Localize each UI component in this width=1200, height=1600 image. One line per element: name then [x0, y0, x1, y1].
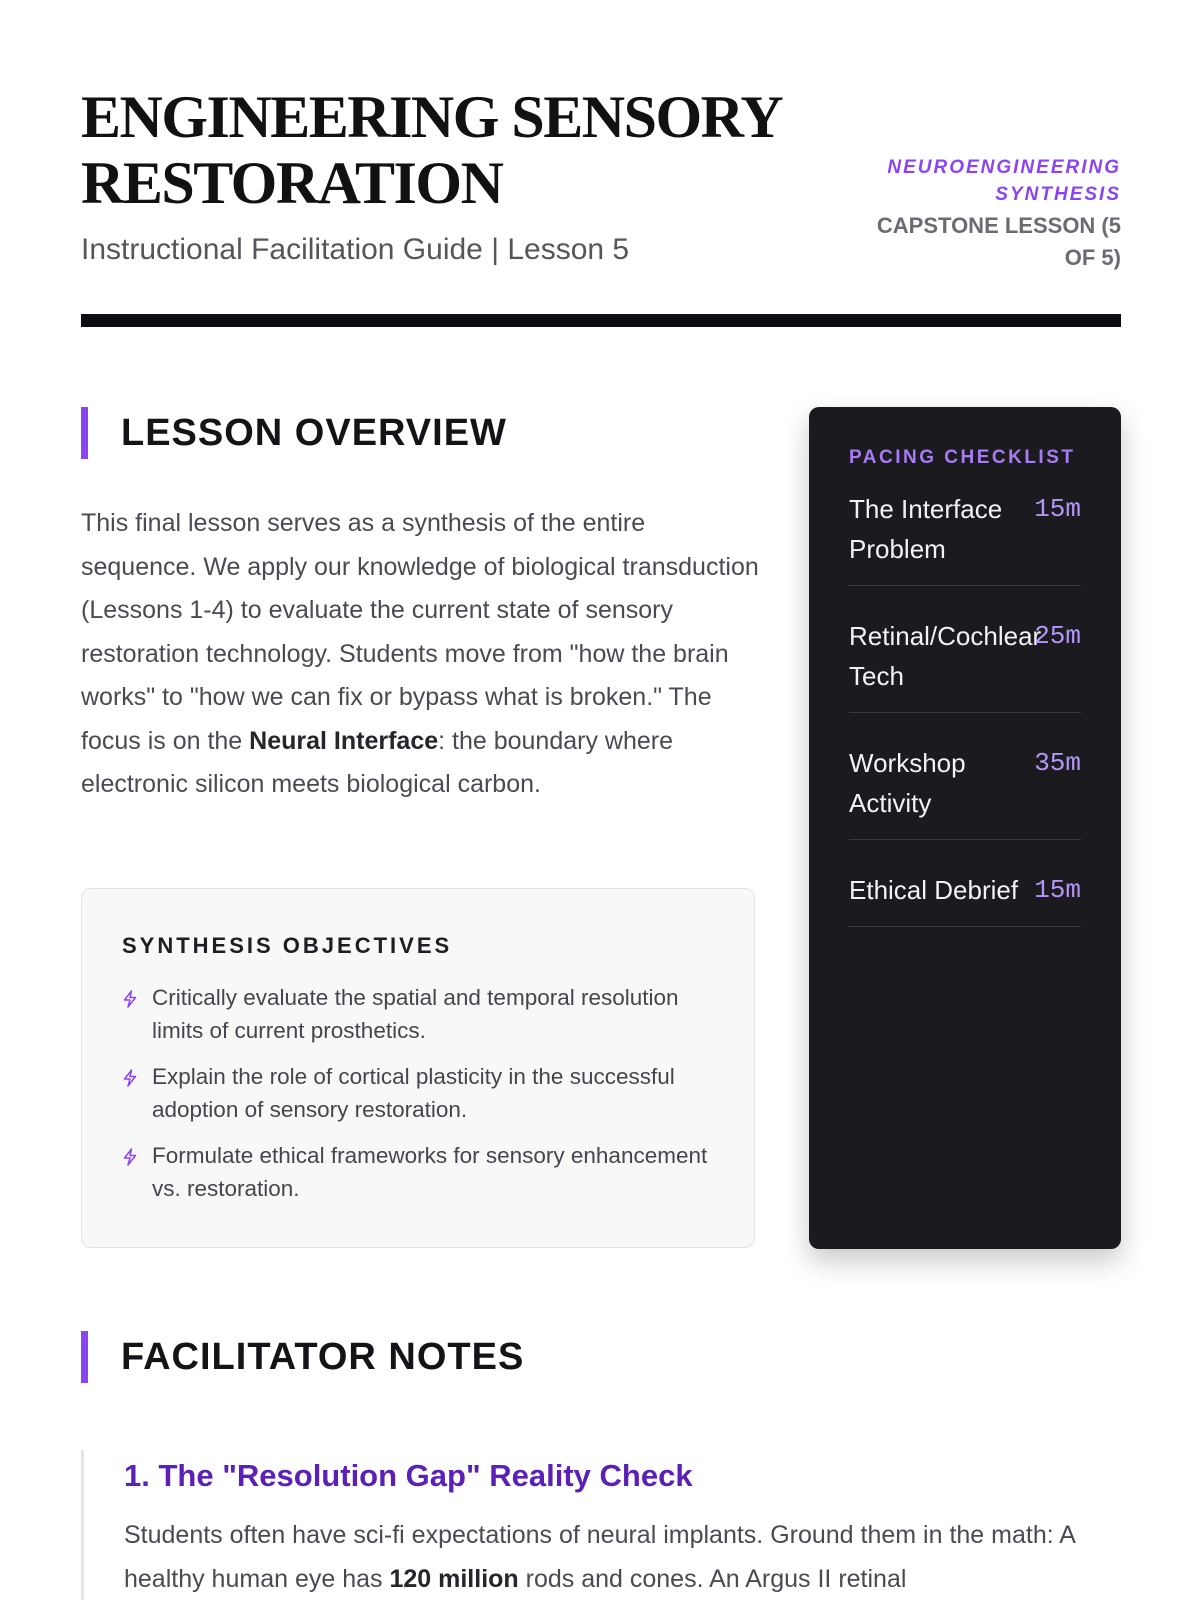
pacing-item-time: 35m: [1034, 748, 1081, 778]
lightning-icon: [122, 1148, 138, 1166]
pacing-item-time: 15m: [1034, 494, 1081, 524]
overview-paragraph: [81, 502, 761, 807]
pacing-item: [849, 862, 1081, 927]
pacing-item-time: 15m: [1034, 875, 1081, 905]
note-text-lead: Students often have sci-fi expectations of neural implants. Ground them in the math: A healthy human eye has: [124, 1521, 1075, 1593]
pacing-item: [849, 735, 1081, 840]
objective-item: [122, 981, 714, 1047]
pacing-item-label: The Interface Problem: [849, 494, 1003, 564]
facilitator-notes-heading-text: FACILITATOR NOTES: [121, 1335, 525, 1378]
document-title: ENGINEERING SENSORY RESTORATION: [81, 84, 780, 216]
pacing-item-time: 25m: [1034, 621, 1081, 651]
course-tag: NEUROENGINEERING SYNTHESIS: [887, 157, 1121, 205]
lightning-icon: [122, 1069, 138, 1087]
lightning-icon: [122, 990, 138, 1008]
pacing-item: [849, 608, 1081, 713]
objectives-list: [122, 981, 714, 1205]
note-paragraph: [124, 1514, 1124, 1600]
objectives-heading: SYNTHESIS OBJECTIVES: [122, 933, 453, 958]
pacing-item: [849, 481, 1081, 586]
objective-text: Formulate ethical frameworks for sensory enhancement vs. restoration.: [152, 1143, 708, 1201]
facilitator-note: [81, 1450, 1121, 1600]
facilitator-notes-heading: [81, 1331, 524, 1383]
overview-heading: [81, 407, 507, 459]
objective-text: Explain the role of cortical plasticity in the successful adoption of sensory restoration.: [152, 1064, 675, 1122]
pacing-item-label: Ethical Debrief: [849, 875, 1019, 905]
lesson-position: CAPSTONE LESSON (5 OF 5): [876, 213, 1121, 270]
overview-text-lead: This final lesson serves as a synthesis of the entire sequence. We apply our knowledge of biological transduction (Lessons 1-4) to evaluate the current state of sensory restoration technology. Students move from "how the brain works" to "how we can fix or bypass what is broken." The focus is on the: [81, 509, 759, 755]
lesson-meta: [841, 154, 1121, 274]
document-page: [81, 0, 1121, 1600]
note-text-tail: rods and cones. An Argus II retinal: [518, 1564, 907, 1593]
objectives-card: [81, 888, 755, 1248]
pacing-heading: PACING CHECKLIST: [849, 447, 1076, 468]
note-text-emphasis: 120 million: [389, 1564, 519, 1593]
pacing-checklist-card: [809, 407, 1121, 1249]
overview-text-tail: : the boundary where electronic silicon meets biological carbon.: [81, 726, 674, 798]
objective-item: [122, 1060, 714, 1126]
pacing-item-label: Workshop Activity: [849, 748, 966, 818]
document-subtitle: Instructional Facilitation Guide | Lesson 5: [81, 233, 630, 266]
overview-heading-text: LESSON OVERVIEW: [121, 411, 507, 454]
header-divider: [81, 314, 1121, 327]
overview-text-emphasis: Neural Interface: [249, 726, 439, 755]
pacing-item-label: Retinal/Cochlear Tech: [849, 621, 1042, 691]
objective-item: [122, 1139, 714, 1205]
note-title: 1. The "Resolution Gap" Reality Check: [124, 1458, 693, 1493]
objective-text: Critically evaluate the spatial and temporal resolution limits of current prosthetics.: [152, 985, 679, 1043]
